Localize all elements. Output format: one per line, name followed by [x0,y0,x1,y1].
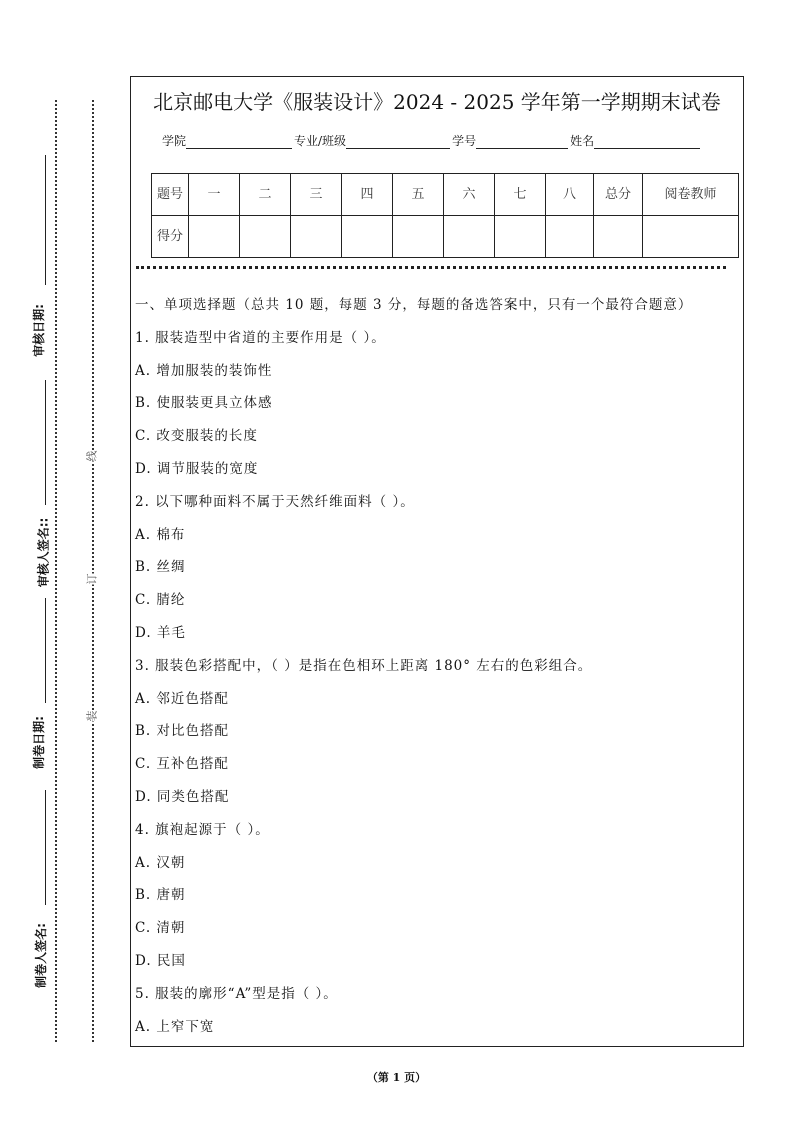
answer-option: B. 唐朝 [135,887,186,904]
answer-option: A. 增加服装的装饰性 [135,362,273,379]
score-header-cell: 阅卷教师 [643,174,739,216]
score-cell[interactable] [240,216,291,258]
answer-option: B. 对比色搭配 [135,723,230,740]
score-cell[interactable] [594,216,643,258]
review-date-blank[interactable] [45,155,46,285]
score-cell[interactable] [189,216,240,258]
answer-option: D. 调节服装的宽度 [135,461,259,477]
answer-option: C. 腈纶 [135,592,186,609]
score-header-cell: 八 [546,174,594,216]
name-label: 姓名 [570,134,595,148]
answer-option: A. 汉朝 [135,854,186,871]
maker-sign-label: 制卷人签名: [33,923,48,988]
score-header-cell: 三 [291,174,342,216]
answer-option: A. 邻近色搭配 [135,690,229,707]
answer-option: D. 民国 [135,953,186,969]
binding-mark-bind: 装 [85,710,99,722]
answer-option: D. 羊毛 [135,625,186,641]
score-header-cell: 题号 [152,174,189,216]
review-date-label: 审核日期: [31,304,46,357]
score-header-cell: 一 [189,174,240,216]
student-id-field[interactable] [476,134,568,149]
dotted-separator [136,266,726,269]
reviewer-sign-blank[interactable] [45,380,46,505]
score-header-cell: 七 [495,174,546,216]
margin-dotted-line [55,100,57,1042]
score-row-label: 得分 [152,216,189,258]
make-date-blank[interactable] [45,598,46,703]
score-header-cell: 四 [342,174,393,216]
question-stem: 4. 旗袍起源于（ ）。 [135,821,270,838]
section-heading: 一、单项选择题（总共 10 题，每题 3 分，每题的备选答案中，只有一个最符合题意） [135,297,693,313]
score-cell[interactable] [546,216,594,258]
maker-sign-blank[interactable] [45,790,46,905]
question-stem: 2. 以下哪种面料不属于天然纤维面料（ ）。 [135,493,415,510]
name-field[interactable] [594,134,700,149]
answer-option: A. 棉布 [135,526,186,543]
page-number: （第 1 页） [366,1071,427,1084]
college-label: 学院 [162,134,187,148]
major-field[interactable] [346,134,450,149]
score-cell[interactable] [495,216,546,258]
answer-option: C. 清朝 [135,920,186,937]
score-cell[interactable] [643,216,739,258]
major-label: 专业/班级 [294,134,347,148]
binding-mark-staple: 订 [85,573,99,585]
score-table [151,173,739,258]
score-cell[interactable] [291,216,342,258]
make-date-label: 制卷日期: [31,716,46,769]
student-id-label: 学号 [452,134,477,148]
answer-option: B. 使服装更具立体感 [135,395,273,412]
binding-dotted-line [92,100,94,1042]
answer-option: C. 改变服装的长度 [135,428,258,445]
answer-option: D. 同类色搭配 [135,789,230,805]
student-info [162,132,702,149]
score-header-cell: 总分 [594,174,643,216]
score-cell[interactable] [444,216,495,258]
reviewer-sign-label: 审核人签名:: [36,517,51,588]
score-header-cell: 二 [240,174,291,216]
college-field[interactable] [186,134,292,149]
exam-title: 北京邮电大学《服装设计》2024 - 2025 学年第一学期期末试卷 [153,90,721,114]
score-cell[interactable] [393,216,444,258]
score-header-cell: 六 [444,174,495,216]
answer-option: A. 上窄下宽 [135,1018,215,1035]
answer-option: C. 互补色搭配 [135,756,229,773]
score-cell[interactable] [342,216,393,258]
question-stem: 5. 服装的廓形“A”型是指（ ）。 [135,985,338,1002]
binding-mark-line: 线 [85,450,99,462]
question-stem: 1. 服装造型中省道的主要作用是（ ）。 [135,329,386,346]
answer-option: B. 丝绸 [135,559,186,576]
score-header-cell: 五 [393,174,444,216]
question-stem: 3. 服装色彩搭配中，（ ）是指在色相环上距离 180° 左右的色彩组合。 [135,657,593,674]
